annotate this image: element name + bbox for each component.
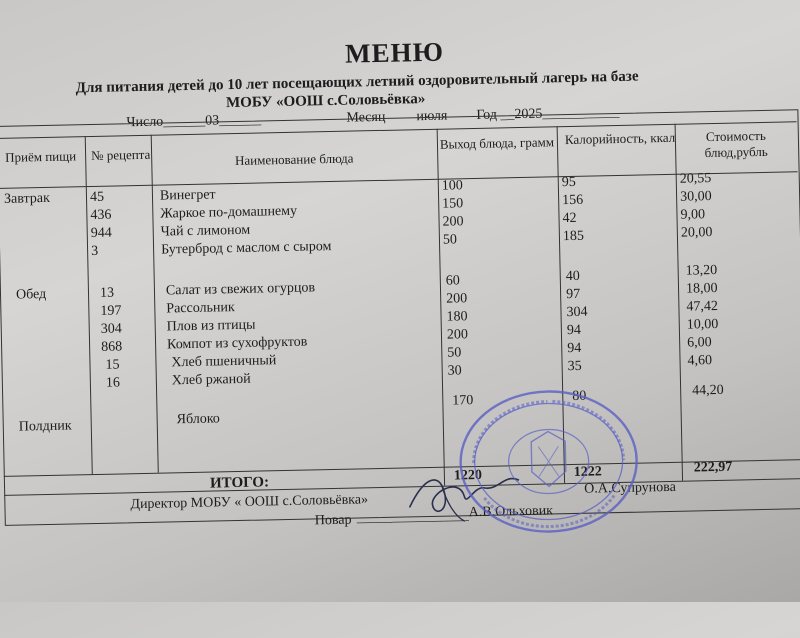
- header-meal: Приём пищи: [4, 148, 77, 165]
- date-year: Год __2025___________: [476, 104, 620, 123]
- dish-cell: Плов из птицы: [166, 317, 256, 335]
- cook-name: А.В.Ольховик: [468, 503, 554, 521]
- header-calories: Калорийность, ккал: [564, 129, 676, 148]
- yield-cell: 150: [442, 196, 464, 212]
- recipe-cell: 944: [90, 225, 112, 242]
- totals-cost: 222,97: [693, 459, 733, 476]
- yield-cell: 50: [447, 345, 462, 361]
- meal-name-breakfast: Завтрак: [3, 190, 50, 207]
- calories-cell: 94: [566, 322, 582, 339]
- header-yield: Выход блюда, грамм: [439, 134, 555, 152]
- cost-cell: 44,20: [692, 382, 724, 399]
- cost-cell: 18,00: [685, 280, 718, 297]
- yield-cell: 200: [442, 214, 464, 230]
- header-recipe: № рецепта: [90, 146, 151, 164]
- dish-cell: Рассольник: [166, 300, 235, 317]
- yield-cell: 200: [446, 291, 468, 307]
- recipe-cell: 45: [89, 189, 105, 206]
- yield-cell: 30: [447, 363, 462, 379]
- calories-cell: 80: [572, 388, 587, 404]
- meal-name-lunch: Обед: [15, 286, 47, 303]
- page-title: МЕНЮ: [344, 36, 445, 69]
- recipe-cell: 3: [90, 243, 99, 260]
- dish-cell: Компот из сухофруктов: [166, 334, 308, 353]
- meal-name-snack: Полдник: [18, 418, 72, 435]
- recipe-cell: 304: [100, 321, 122, 337]
- recipe-cell: 868: [100, 339, 123, 355]
- calories-cell: 304: [566, 304, 588, 321]
- totals-yield: 1220: [453, 467, 483, 484]
- subtitle-line-2: МОБУ «ООШ с.Соловьёвка»: [225, 91, 426, 112]
- calories-cell: 40: [565, 268, 580, 285]
- calories-cell: 94: [567, 340, 582, 357]
- date-month-label: Месяц: [346, 109, 386, 126]
- round-stamp: [452, 385, 645, 539]
- calories-cell: 156: [562, 192, 584, 209]
- dish-cell: Хлеб пшеничный: [171, 353, 277, 371]
- recipe-cell: 197: [100, 303, 122, 319]
- calories-cell: 35: [567, 358, 582, 375]
- date-day: Число______03______: [126, 112, 262, 131]
- director-name: О.А.Супрунова: [584, 479, 677, 497]
- totals-calories: 1222: [573, 464, 603, 480]
- totals-label: ИТОГО:: [209, 474, 270, 492]
- header-cost: Стоимость блюд,рубль: [704, 127, 768, 161]
- cost-cell: 6,00: [687, 335, 712, 351]
- cook-label: Повар: [314, 512, 352, 529]
- dish-cell: Бутерброд с маслом с сыром: [160, 239, 332, 258]
- yield-cell: 200: [446, 327, 469, 343]
- yield-cell: 100: [441, 178, 463, 194]
- recipe-cell: 16: [105, 375, 121, 391]
- header-dish: Наименование блюда: [234, 150, 354, 169]
- cost-cell: 4,60: [687, 353, 713, 369]
- cost-cell: 20,55: [679, 171, 712, 187]
- yield-cell: 50: [442, 232, 458, 248]
- calories-cell: 42: [562, 210, 577, 227]
- recipe-cell: 15: [105, 357, 120, 373]
- cost-cell: 9,00: [680, 207, 706, 223]
- cost-cell: 13,20: [685, 262, 718, 279]
- dish-cell: Салат из свежих огурцов: [165, 280, 316, 299]
- yield-cell: 180: [446, 309, 468, 325]
- stamp-top-fragment: [443, 0, 594, 19]
- director-label: Директор МОБУ « ООШ с.Соловьёвка»: [130, 492, 369, 513]
- recipe-cell: 436: [90, 207, 112, 224]
- cook-signature-line: ________________: [356, 508, 469, 526]
- dish-cell: Яблоко: [176, 411, 221, 428]
- cost-cell: 30,00: [679, 189, 712, 205]
- dish-cell: Жаркое по-домашнему: [160, 203, 298, 222]
- subtitle-line-1: Для питания детей до 10 лет посещающих летний оздоровительный лагерь на базе: [75, 68, 639, 97]
- yield-cell: 60: [445, 273, 460, 289]
- dish-cell: Чай с лимоном: [160, 222, 251, 240]
- dish-cell: Винегрет: [159, 187, 216, 204]
- date-month-value: июля: [416, 108, 448, 125]
- cost-cell: 10,00: [686, 316, 719, 333]
- cost-cell: 20,00: [680, 225, 713, 241]
- calories-cell: 95: [561, 174, 576, 191]
- yield-cell: 170: [452, 393, 474, 409]
- cost-cell: 47,42: [686, 298, 719, 315]
- calories-cell: 185: [562, 228, 585, 245]
- recipe-cell: 13: [99, 285, 115, 301]
- calories-cell: 97: [565, 286, 581, 303]
- dish-cell: Хлеб ржаной: [171, 371, 251, 389]
